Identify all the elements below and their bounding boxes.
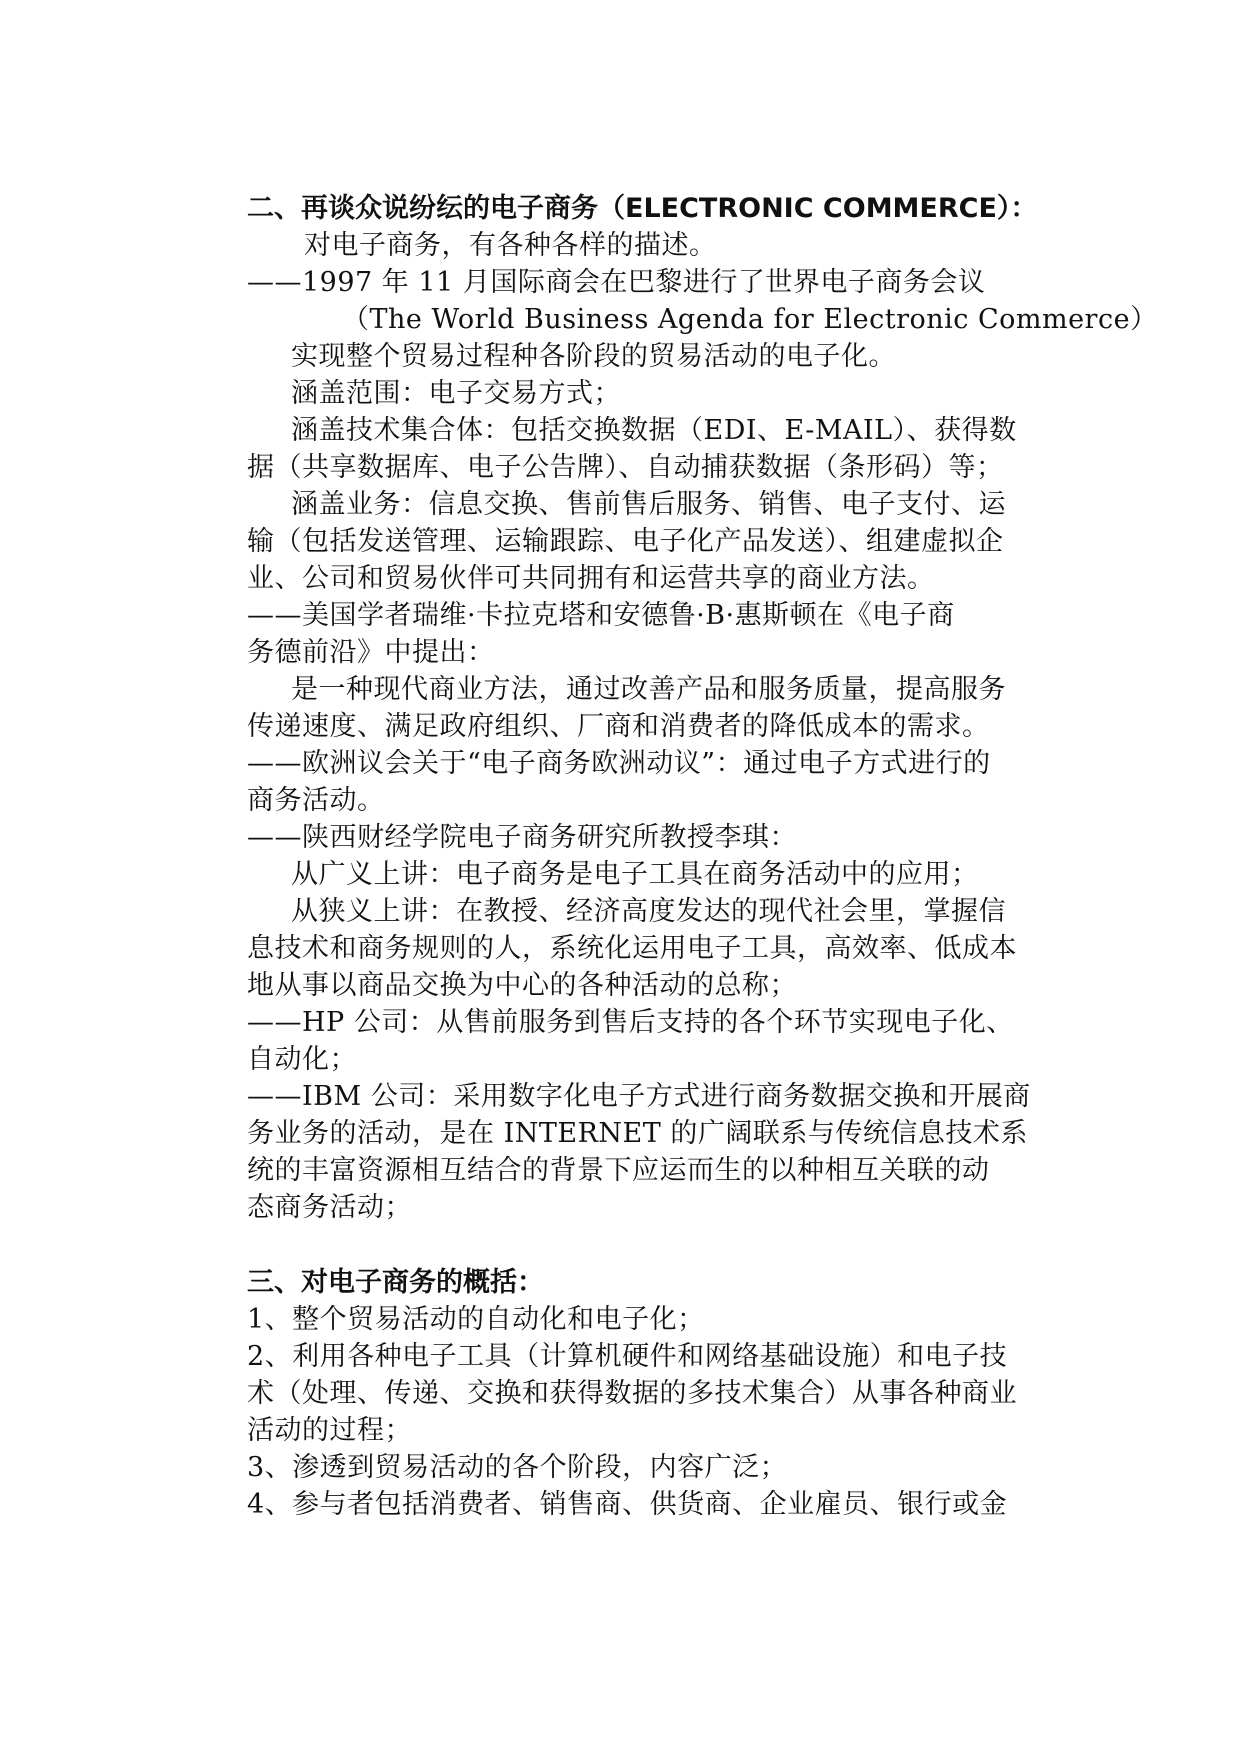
paragraph-line: 从狭义上讲：在教授、经济高度发达的现代社会里，掌握信 [291,896,1006,927]
section-heading: 三、对电子商务的概括： [247,1267,544,1298]
paragraph-line: 对电子商务，有各种各样的描述。 [304,230,717,261]
list-item: 4、参与者包括消费者、销售商、供货商、企业雇员、银行或金 [247,1489,1008,1520]
paragraph-line: 从广义上讲：电子商务是电子工具在商务活动中的应用； [291,859,979,890]
document-body [247,190,1158,1523]
paragraph-line: 务德前沿》中提出： [247,637,495,668]
list-item: 3、渗透到贸易活动的各个阶段，内容广泛； [247,1452,788,1483]
section-spacer [247,1226,1047,1264]
list-item: 术（处理、传递、交换和获得数据的多技术集合）从事各种商业 [247,1378,1017,1409]
paragraph-line: （The World Business Agenda for Electronic Commerce） [342,304,1158,335]
paragraph-line: 息技术和商务规则的人，系统化运用电子工具，高效率、低成本 [247,933,1017,964]
list-item: 2、利用各种电子工具（计算机硬件和网络基础设施）和电子技 [247,1341,1008,1372]
paragraph-line: 业、公司和贸易伙伴可共同拥有和运营共享的商业方法。 [247,563,935,594]
paragraph-line: 商务活动。 [247,785,385,816]
paragraph-line: 传递速度、满足政府组织、厂商和消费者的降低成本的需求。 [247,711,990,742]
paragraph-line: 态商务活动； [247,1192,412,1223]
paragraph-line: 涵盖技术集合体：包括交换数据（EDI、E-MAIL）、获得数 [291,415,1017,446]
paragraph-line: 自动化； [247,1044,357,1075]
paragraph-line: ——1997 年 11 月国际商会在巴黎进行了世界电子商务会议 [247,267,986,298]
paragraph-line: 统的丰富资源相互结合的背景下应运而生的以种相互关联的动 [247,1155,990,1186]
paragraph-line: 务业务的活动，是在 INTERNET 的广阔联系与传统信息技术系 [247,1118,1028,1149]
paragraph-line: 实现整个贸易过程种各阶段的贸易活动的电子化。 [291,341,896,372]
paragraph-line: 输（包括发送管理、运输跟踪、电子化产品发送）、组建虚拟企 [247,526,1004,557]
paragraph-line: 地从事以商品交换为中心的各种活动的总称； [247,970,797,1001]
paragraph-line: ——HP 公司：从售前服务到售后支持的各个环节实现电子化、 [247,1007,1014,1038]
list-item: 1、整个贸易活动的自动化和电子化； [247,1304,705,1335]
paragraph-line: ——欧洲议会关于“电子商务欧洲动议”：通过电子方式进行的 [247,748,991,779]
paragraph-line: 涵盖范围：电子交易方式； [291,378,621,409]
section-heading: 二、再谈众说纷纭的电子商务（ELECTRONIC COMMERCE）： [247,193,1038,224]
paragraph-line: ——陕西财经学院电子商务研究所教授李琪： [247,822,797,853]
list-item: 活动的过程； [247,1415,412,1446]
paragraph-line: 涵盖业务：信息交换、售前售后服务、销售、电子支付、运 [291,489,1006,520]
paragraph-line: ——美国学者瑞维·卡拉克塔和安德鲁·B·惠斯顿在《电子商 [247,600,955,631]
paragraph-line: ——IBM 公司：采用数字化电子方式进行商务数据交换和开展商 [247,1081,1031,1112]
paragraph-line: 是一种现代商业方法，通过改善产品和服务质量，提高服务 [291,674,1006,705]
paragraph-line: 据（共享数据库、电子公告牌）、自动捕获数据（条形码）等； [247,452,1004,483]
